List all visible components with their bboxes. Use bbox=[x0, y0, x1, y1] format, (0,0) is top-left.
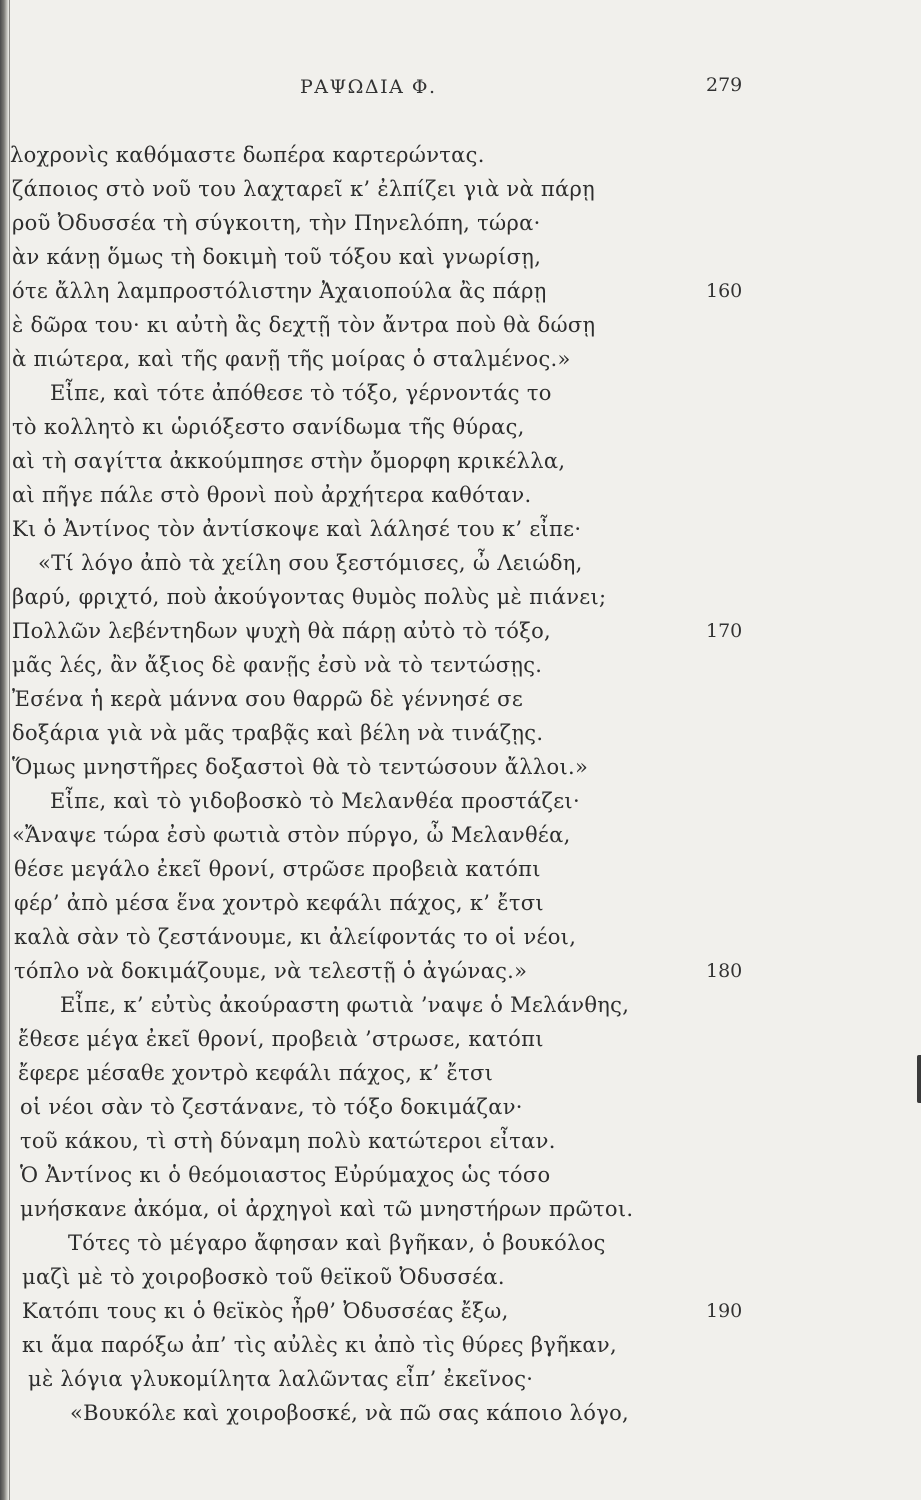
verse-line: λοχρονὶς καθόμαστε δωπέρα καρτερώντας. bbox=[10, 143, 485, 167]
verse-line: τὸ κολλητὸ κι ὡριόξεστο σανίδωμα τῆς θύρας, bbox=[12, 415, 525, 439]
verse-line: αὶ πῆγε πάλε στὸ θρονὶ ποὺ ἀρχήτερα καθόταν. bbox=[12, 483, 532, 507]
verse-line: ότε ἄλλη λαμπροστόλιστην Ἀχαιοπούλα ἂς πάρῃ bbox=[12, 279, 547, 303]
verse-line: τοῦ κάκου, τὶ στὴ δύναμη πολὺ κατώτεροι εἶταν. bbox=[20, 1129, 556, 1153]
verse-line: κι ἅμα παρόξω ἀπ’ τὶς αὐλὲς κι ἀπὸ τὶς θύρες βγῆκαν, bbox=[22, 1333, 617, 1357]
verse-line: Ὅμως μνηστῆρες δοξαστοὶ θὰ τὸ τεντώσουν ἄλλοι.» bbox=[12, 755, 589, 779]
verse-line: οἱ νέοι σὰν τὸ ζεστάνανε, τὸ τόξο δοκιμάζαν· bbox=[20, 1095, 523, 1119]
verse-line: Κι ὁ Ἀντίνος τὸν ἀντίσκοψε καὶ λάλησέ του κ’ εἶπε· bbox=[12, 517, 582, 541]
line-number: 160 bbox=[706, 280, 743, 302]
line-number: 180 bbox=[706, 960, 743, 982]
verse-line: βαρύ, φριχτό, ποὺ ἀκούγοντας θυμὸς πολὺς μὲ πιάνει; bbox=[12, 585, 607, 609]
verse-line: Εἶπε, καὶ τότε ἀπόθεσε τὸ τόξο, γέρνοντάς το bbox=[50, 381, 552, 405]
verse-line: «Ἄναψε τώρα ἐσὺ φωτιὰ στὸν πύργο, ὦ Μελανθέα, bbox=[12, 823, 571, 847]
verse-line: Εἶπε, καὶ τὸ γιδοβοσκὸ τὸ Μελανθέα προστάζει· bbox=[50, 789, 580, 813]
verse-line: ὰν κάνῃ ὅμως τὴ δοκιμὴ τοῦ τόξου καὶ γνωρίσῃ, bbox=[12, 245, 542, 269]
verse-line: μᾶς λές, ἂν ἄξιος δὲ φανῇς ἐσὺ νὰ τὸ τεντώσῃς. bbox=[12, 653, 543, 677]
verse-line: θέσε μεγάλο ἐκεῖ θρονί, στρῶσε προβειὰ κατόπι bbox=[14, 857, 541, 881]
verse-line: μαζὶ μὲ τὸ χοιροβοσκὸ τοῦ θεϊκοῦ Ὀδυσσέα. bbox=[22, 1265, 505, 1289]
verse-line: ὲ δῶρα του· κι αὐτὴ ἂς δεχτῇ τὸν ἄντρα ποὺ θὰ δώσῃ bbox=[12, 313, 596, 337]
verse-line: δοξάρια γιὰ νὰ μᾶς τραβᾷς καὶ βέλη νὰ τινάζῃς. bbox=[12, 721, 544, 745]
verse-line: ζάποιος στὸ νοῦ του λαχταρεῖ κ’ ἐλπίζει γιὰ νὰ πάρῃ bbox=[12, 177, 596, 201]
verse-line: Τότες τὸ μέγαρο ἄφησαν καὶ βγῆκαν, ὁ βουκόλος bbox=[68, 1231, 606, 1255]
verse-line: αὶ τὴ σαγίττα ἀκκούμπησε στὴν ὄμορφη κρικέλλα, bbox=[12, 449, 566, 473]
verse-line: Πολλῶν λεβέντηδων ψυχὴ θὰ πάρῃ αὐτὸ τὸ τόξο, bbox=[12, 619, 551, 643]
verse-line: μὲ λόγια γλυκομίλητα λαλῶντας εἶπ’ ἐκεῖνος· bbox=[28, 1367, 534, 1391]
verse-line: ὰ πιώτερα, καὶ τῆς φανῇ τῆς μοίρας ὁ σταλμένος.» bbox=[12, 347, 571, 371]
verse-line: «Βουκόλε καὶ χοιροβοσκέ, νὰ πῶ σας κάποιο λόγο, bbox=[70, 1401, 630, 1425]
verse-line: Ὁ Ἀντίνος κι ὁ θεόμοιαστος Εὐρύμαχος ὡς τόσο bbox=[20, 1163, 551, 1187]
verse-line: Ἐσένα ἡ κερὰ μάννα σου θαρρῶ δὲ γέννησέ σε bbox=[12, 687, 524, 711]
line-number: 170 bbox=[706, 620, 743, 642]
verse-line: μνήσκανε ἀκόμα, οἱ ἀρχηγοὶ καὶ τῶ μνηστήρων πρῶτοι. bbox=[20, 1197, 634, 1221]
running-title: ΡΑΨΩΔΙΑ Φ. bbox=[300, 76, 437, 98]
verse-line: Κατόπι τους κι ὁ θεϊκὸς ἦρθ’ Ὀδυσσέας ἔξω, bbox=[22, 1299, 509, 1323]
verse-line: ἔφερε μέσαθε χοντρὸ κεφάλι πάχος, κ’ ἔτσι bbox=[18, 1061, 494, 1085]
verse-line: τόπλο νὰ δοκιμάζουμε, νὰ τελεστῇ ὁ ἀγώνας.» bbox=[14, 959, 528, 983]
verse-line: καλὰ σὰν τὸ ζεστάνουμε, κι ἀλείφοντάς το οἱ νέοι, bbox=[14, 925, 577, 949]
verse-line: «Τί λόγο ἀπὸ τὰ χείλη σου ξεστόμισες, ὦ Λειώδη, bbox=[38, 551, 583, 575]
line-number: 190 bbox=[706, 1300, 743, 1322]
verse-line: Εἶπε, κ’ εὐτὺς ἀκούραστη φωτιὰ ’ναψε ὁ Μελάνθης, bbox=[60, 993, 630, 1017]
verse-line: ροῦ Ὀδυσσέα τὴ σύγκοιτη, τὴν Πηνελόπη, τώρα· bbox=[12, 211, 541, 235]
verse-line: φέρ’ ἀπὸ μέσα ἕνα χοντρὸ κεφάλι πάχος, κ’ ἔτσι bbox=[14, 891, 544, 915]
page-number: 279 bbox=[706, 74, 743, 96]
verse-line: ἔθεσε μέγα ἐκεῖ θρονί, προβειὰ ’στρωσε, κατόπι bbox=[18, 1027, 544, 1051]
